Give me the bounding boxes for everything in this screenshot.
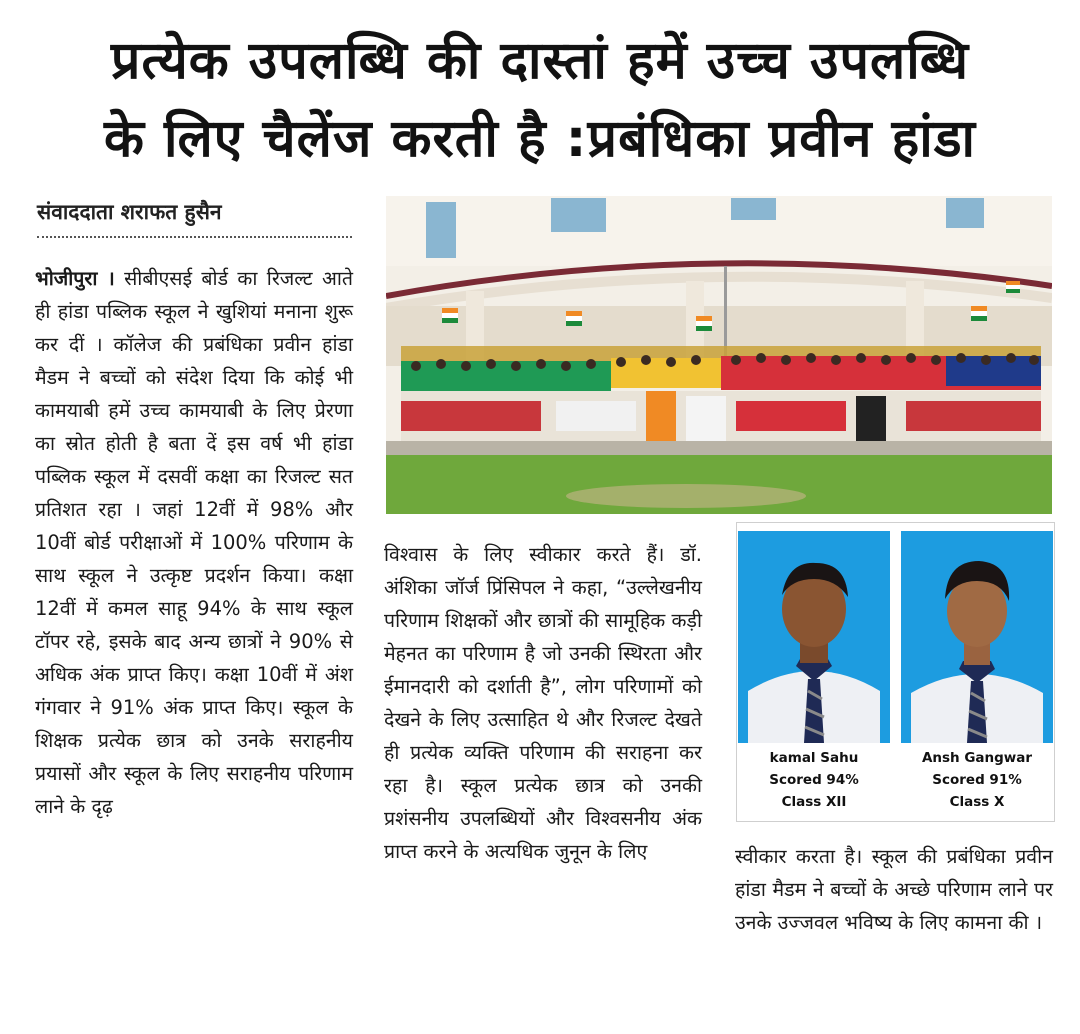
student-name: kamal Sahu [769,750,859,766]
article-text-3: स्वीकार करता है। स्कूल की प्रबंधिका प्रवीन हांडा मैडम ने बच्चों के अच्छे परिणाम लाने पर उनके उज्जवल भविष्य के लिए कामना की । [735,845,1053,934]
headline-line-1: प्रत्येक उपलब्धि की दास्तां हमें उच्च उपलब्धि [110,31,970,91]
student-portraits [736,522,1055,822]
student-caption-1 [738,747,890,813]
student-caption-2 [901,747,1053,813]
student-class: Class XII [781,794,847,810]
byline-divider [37,236,352,238]
headline-line-2: के लिए चैलेंज करती है :प्रबंधिका प्रवीन हांडा [103,109,977,169]
student-photo-kamal [738,531,890,743]
article-text-2: विश्वास के लिए स्वीकार करते हैं। डॉ. अंशिका जॉर्ज प्रिंसिपल ने कहा, “उल्लेखनीय परिणाम शिक्षकों और छात्रों की सामूहिक कड़ी मेहनत का परिणाम है जो उनकी स्थिरता और ईमानदारी को दर्शाती है”, लोग परिणामों को देखने के लिए उत्साहित थे और रिजल्ट देखते ही प्रत्येक व्यक्ति परिणाम की सराहना कर रहा है। स्कूल प्रत्येक छात्र को उनकी प्रशंसनीय उपलब्धियों और विश्वसनीय अंक प्राप्त करने के अत्यधिक जुनून के लिए [384,543,702,863]
student-photo-ansh [901,531,1053,743]
article-column-3 [735,840,1053,939]
article-column-2 [384,538,702,868]
byline: संवाददाता शराफत हुसैन [37,200,222,224]
school-group-photo [386,196,1052,514]
dateline: भोजीपुरा । [35,267,115,290]
student-class: Class X [949,794,1005,810]
article-text-1: सीबीएसई बोर्ड का रिजल्ट आते ही हांडा पब्लिक स्कूल ने खुशियां मनाना शुरू कर दीं । कॉलेज की प्रबंधिका प्रवीन हांडा मैडम ने बच्चों को संदेश दिया कि कोई भी कामयाबी हमें उच्च कामयाबी के लिए प्रेरणा का स्रोत होती है बता दें इस वर्ष भी हांडा पब्लिक स्कूल में दसवीं कक्षा का रिजल्ट सत प्रतिशत रहा । जहां 12वीं में 98% और 10वीं बोर्ड परीक्षाओं में 100% परिणाम के साथ स्कूल ने उत्कृष्ट प्रदर्शन किया। कक्षा 12वीं में कमल साहू 94% के साथ स्कूल टॉपर रहे, इसके बाद अन्य छात्रों ने 90% से अधिक अंक प्राप्त किए। कक्षा 10वीं में अंश गंगवार ने 91% अंक प्राप्त किए। स्कूल के शिक्षक प्रत्येक छात्र को उनके सराहनीय प्रयासों और स्कूल के लिए सराहनीय परिणाम लाने के दृढ़ [35,267,354,818]
student-name: Ansh Gangwar [921,750,1033,766]
student-score: Scored 94% [769,772,859,788]
student-score: Scored 91% [932,772,1022,788]
article-column-1 [35,262,353,823]
